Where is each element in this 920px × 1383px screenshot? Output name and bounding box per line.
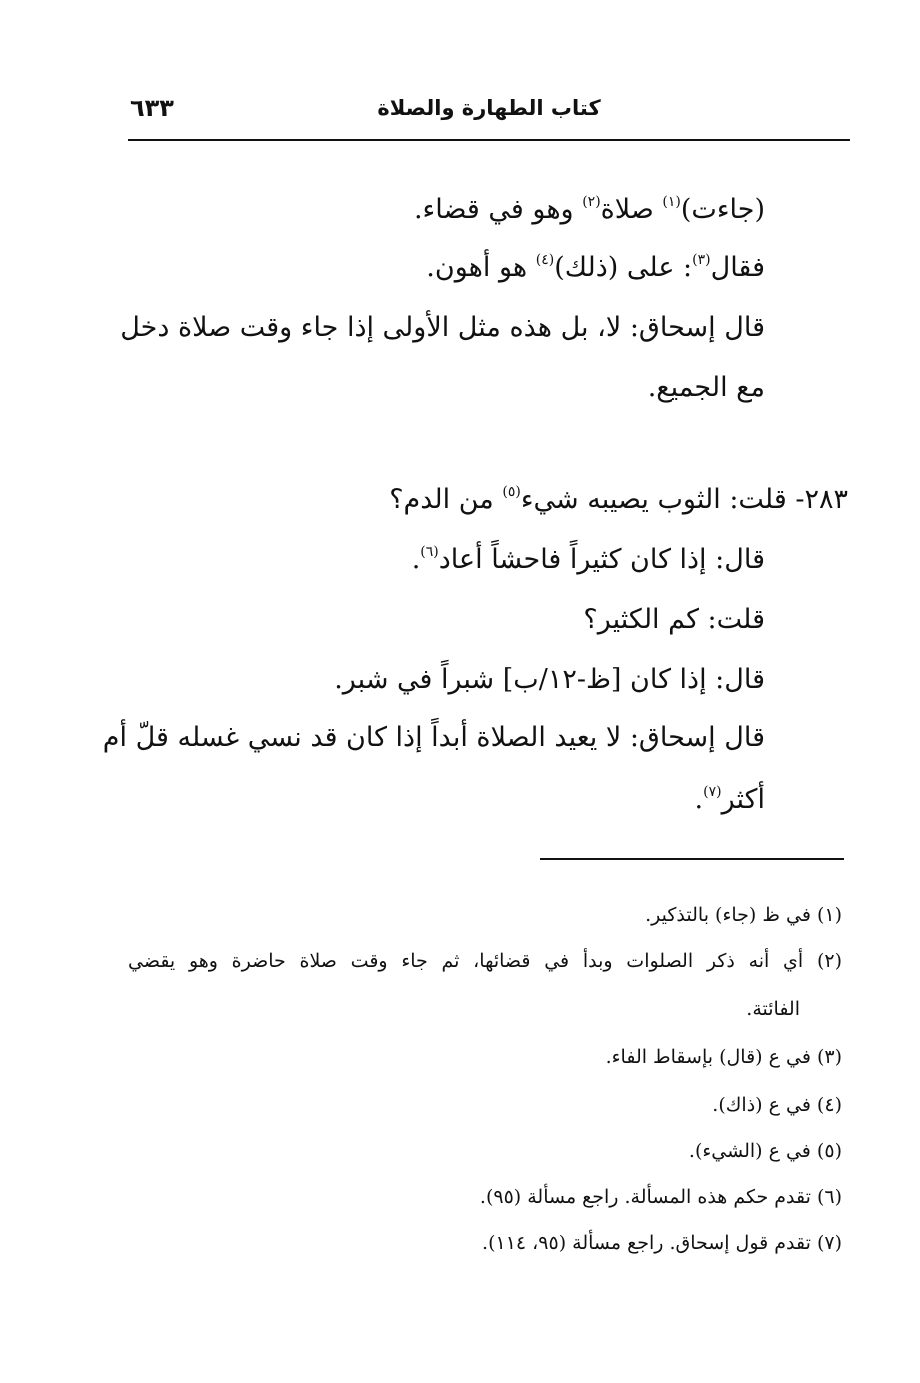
footnote-1: (١) في ظ (جاء) بالتذكير. bbox=[645, 904, 842, 926]
text-run: : على (ذلك) bbox=[554, 252, 693, 283]
header-rule bbox=[128, 139, 850, 141]
footnote-2-continuation: الفائتة. bbox=[746, 998, 800, 1020]
text-run: ٢٨٣- قلت: الثوب يصيبه شيء bbox=[520, 484, 848, 515]
text-run: وهو في قضاء. bbox=[413, 194, 583, 225]
footnote-5: (٥) في ع (الشيء). bbox=[688, 1140, 842, 1162]
text-run: من الدم؟ bbox=[389, 484, 503, 515]
header-title: كتاب الطهارة والصلاة bbox=[377, 96, 601, 120]
running-header bbox=[128, 96, 850, 136]
text-line-4: مع الجميع. bbox=[647, 372, 765, 403]
footnote-ref-6[interactable]: (٦) bbox=[420, 544, 439, 560]
text-line-10 bbox=[695, 780, 765, 820]
footnote-ref-5[interactable]: (٥) bbox=[502, 484, 521, 500]
text-run: قال: إذا كان كثيراً فاحشاً أعاد bbox=[438, 544, 765, 575]
text-run: (جاءت) bbox=[680, 194, 765, 225]
footnote-ref-7[interactable]: (٧) bbox=[703, 784, 722, 800]
text-run: هو أهون. bbox=[426, 252, 536, 283]
footnote-ref-3[interactable]: (٣) bbox=[692, 252, 711, 268]
text-run: . bbox=[694, 784, 704, 815]
footnote-7: (٧) تقدم قول إسحاق. راجع مسألة (٩٥، ١١٤). bbox=[482, 1232, 842, 1254]
text-run: أكثر bbox=[721, 784, 765, 815]
text-line-3: قال إسحاق: لا، بل هذه مثل الأولى إذا جاء وقت صلاة دخل bbox=[120, 312, 765, 343]
footnote-ref-2[interactable]: (٢) bbox=[582, 194, 601, 210]
footnote-ref-4[interactable]: (٤) bbox=[535, 252, 555, 268]
text-line-8: قال: إذا كان [ظ-١٢/ب] شبراً في شبر. bbox=[334, 664, 765, 695]
footnote-ref-1[interactable]: (١) bbox=[662, 194, 681, 210]
text-line-1 bbox=[414, 190, 765, 230]
footnote-4: (٤) في ع (ذاك). bbox=[712, 1094, 842, 1116]
text-run: . bbox=[411, 544, 421, 575]
text-line-6 bbox=[412, 540, 765, 580]
text-line-2 bbox=[426, 248, 765, 288]
text-line-9: قال إسحاق: لا يعيد الصلاة أبداً إذا كان قد نسي غسله قلّ أم bbox=[102, 722, 765, 753]
footnote-2: (٢) أي أنه ذكر الصلوات وبدأ في قضائها، ثم جاء وقت صلاة حاضرة وهو يقضي bbox=[128, 950, 842, 972]
text-run: صلاة bbox=[600, 194, 663, 225]
page-number: ٦٣٣ bbox=[130, 94, 174, 122]
text-run: فقال bbox=[710, 252, 765, 283]
footnote-6: (٦) تقدم حكم هذه المسألة. راجع مسألة (٩٥). bbox=[479, 1186, 842, 1208]
footnote-separator bbox=[540, 858, 844, 860]
issue-283-question bbox=[389, 480, 848, 520]
footnote-3: (٣) في ع (قال) بإسقاط الفاء. bbox=[605, 1046, 842, 1068]
text-line-7: قلت: كم الكثير؟ bbox=[583, 604, 765, 635]
